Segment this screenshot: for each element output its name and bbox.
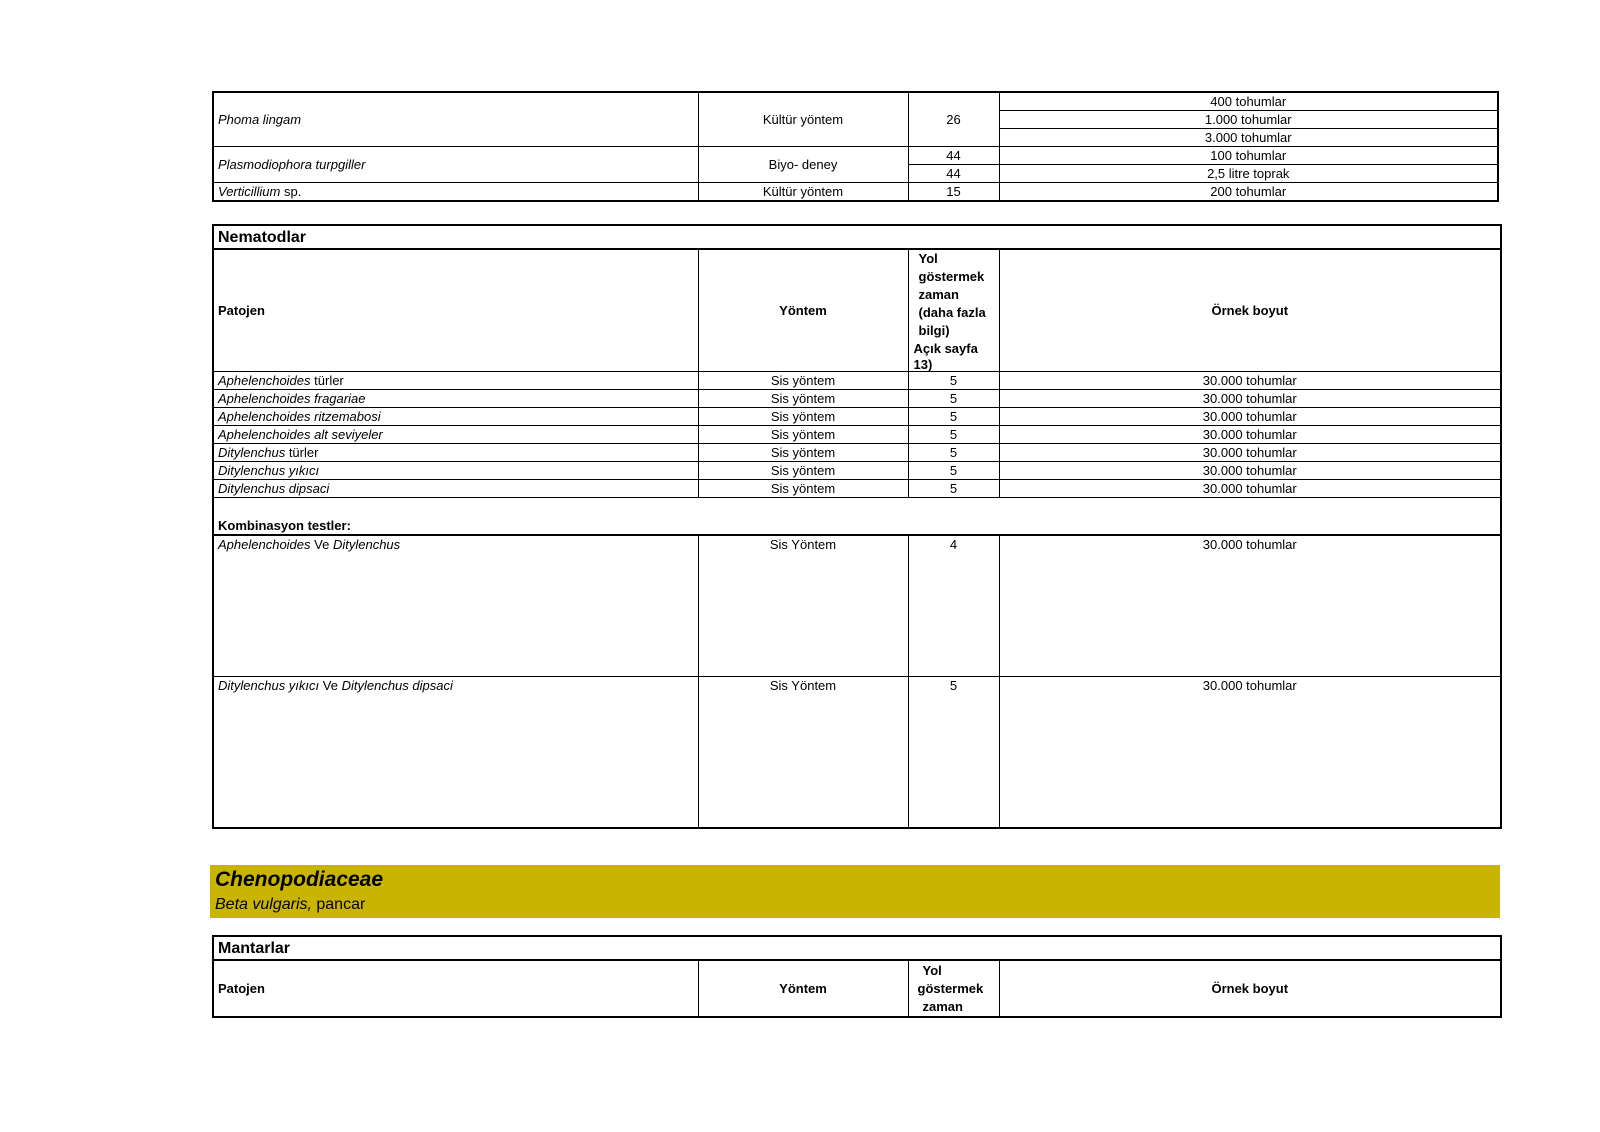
section-header-row [213, 936, 1501, 960]
sample-size-cell: 30.000 tohumlar [999, 535, 1501, 677]
nematodes-table [212, 224, 1502, 829]
pathogen-name: Aphelenchoides fragariae [213, 390, 698, 408]
pathogen-name: Ditylenchus dipsaci [213, 480, 698, 498]
column-header-method: Yöntem [698, 249, 908, 372]
table-row [213, 390, 1501, 408]
table-row [213, 480, 1501, 498]
pathogen-name: Plasmodiophora turpgiller [213, 147, 698, 183]
table-row [213, 426, 1501, 444]
time-cell: 5 [908, 426, 999, 444]
column-header-time: Yol göstermek zaman [908, 960, 999, 1017]
sample-size-cell: 30.000 tohumlar [999, 462, 1501, 480]
method-cell: Kültür yöntem [698, 92, 908, 147]
sample-size-cell: 30.000 tohumlar [999, 677, 1501, 829]
time-cell: 5 [908, 480, 999, 498]
sample-size-cell: 30.000 tohumlar [999, 372, 1501, 390]
method-cell: Sis yöntem [698, 426, 908, 444]
pathogen-name: Aphelenchoides ritzemabosi [213, 408, 698, 426]
pathogen-name: Phoma lingam [213, 92, 698, 147]
time-cell: 5 [908, 444, 999, 462]
time-cell: 5 [908, 390, 999, 408]
sample-size-cell: 400 tohumlar [999, 92, 1498, 111]
pathogen-name: Verticillium sp. [213, 183, 698, 202]
column-header-sample-size: Örnek boyut [999, 960, 1501, 1017]
method-cell: Kültür yöntem [698, 183, 908, 202]
table-row [213, 535, 1501, 677]
pathogen-name: Ditylenchus yıkıcı Ve Ditylenchus dipsaci [213, 677, 698, 829]
method-cell: Sis yöntem [698, 444, 908, 462]
sample-size-cell: 30.000 tohumlar [999, 426, 1501, 444]
column-header-time: Yol göstermek zaman (daha fazla bilgi) Açık sayfa 13) [908, 249, 999, 372]
table-row [213, 444, 1501, 462]
pathogen-table-continued [212, 91, 1499, 202]
method-cell: Sis yöntem [698, 408, 908, 426]
time-cell: 26 [908, 92, 999, 147]
crop-species-subtitle: Beta vulgaris, pancar [215, 896, 366, 913]
sample-size-cell: 30.000 tohumlar [999, 444, 1501, 462]
time-cell: 5 [908, 408, 999, 426]
crop-family-title: Chenopodiaceae [215, 868, 384, 891]
combination-title: Kombinasyon testler: [213, 498, 1501, 536]
table-row [213, 462, 1501, 480]
time-cell: 4 [908, 535, 999, 677]
table-row [213, 92, 1498, 111]
method-cell: Sis yöntem [698, 390, 908, 408]
sample-size-cell: 30.000 tohumlar [999, 480, 1501, 498]
pathogen-name: Ditylenchus yıkıcı [213, 462, 698, 480]
crop-banner [210, 865, 1500, 918]
sample-size-cell: 200 tohumlar [999, 183, 1498, 202]
table-row [213, 183, 1498, 202]
pathogen-name: Ditylenchus türler [213, 444, 698, 462]
time-cell: 15 [908, 183, 999, 202]
section-title: Mantarlar [213, 936, 1501, 960]
table-row [213, 372, 1501, 390]
method-cell: Biyo- deney [698, 147, 908, 183]
sample-size-cell: 30.000 tohumlar [999, 390, 1501, 408]
column-header-pathogen: Patojen [213, 249, 698, 372]
table-row [213, 677, 1501, 829]
table-row [213, 408, 1501, 426]
section-header-row [213, 225, 1501, 249]
sample-size-cell: 3.000 tohumlar [999, 129, 1498, 147]
column-header-row [213, 960, 1501, 1017]
time-cell: 44 [908, 147, 999, 165]
method-cell: Sis yöntem [698, 372, 908, 390]
column-header-pathogen: Patojen [213, 960, 698, 1017]
sample-size-cell: 1.000 tohumlar [999, 111, 1498, 129]
subsection-header-row [213, 498, 1501, 536]
section-title: Nematodlar [213, 225, 1501, 249]
column-header-row [213, 249, 1501, 372]
method-cell: Sis yöntem [698, 480, 908, 498]
method-cell: Sis Yöntem [698, 535, 908, 677]
pathogen-name: Aphelenchoides türler [213, 372, 698, 390]
method-cell: Sis Yöntem [698, 677, 908, 829]
time-cell: 5 [908, 462, 999, 480]
column-header-method: Yöntem [698, 960, 908, 1017]
table-row [213, 147, 1498, 165]
pathogen-name: Aphelenchoides alt seviyeler [213, 426, 698, 444]
sample-size-cell: 2,5 litre toprak [999, 165, 1498, 183]
method-cell: Sis yöntem [698, 462, 908, 480]
time-cell: 5 [908, 372, 999, 390]
sample-size-cell: 100 tohumlar [999, 147, 1498, 165]
time-cell: 5 [908, 677, 999, 829]
column-header-sample-size: Örnek boyut [999, 249, 1501, 372]
fungi-table [212, 935, 1502, 1018]
pathogen-name: Aphelenchoides Ve Ditylenchus [213, 535, 698, 677]
time-cell: 44 [908, 165, 999, 183]
sample-size-cell: 30.000 tohumlar [999, 408, 1501, 426]
